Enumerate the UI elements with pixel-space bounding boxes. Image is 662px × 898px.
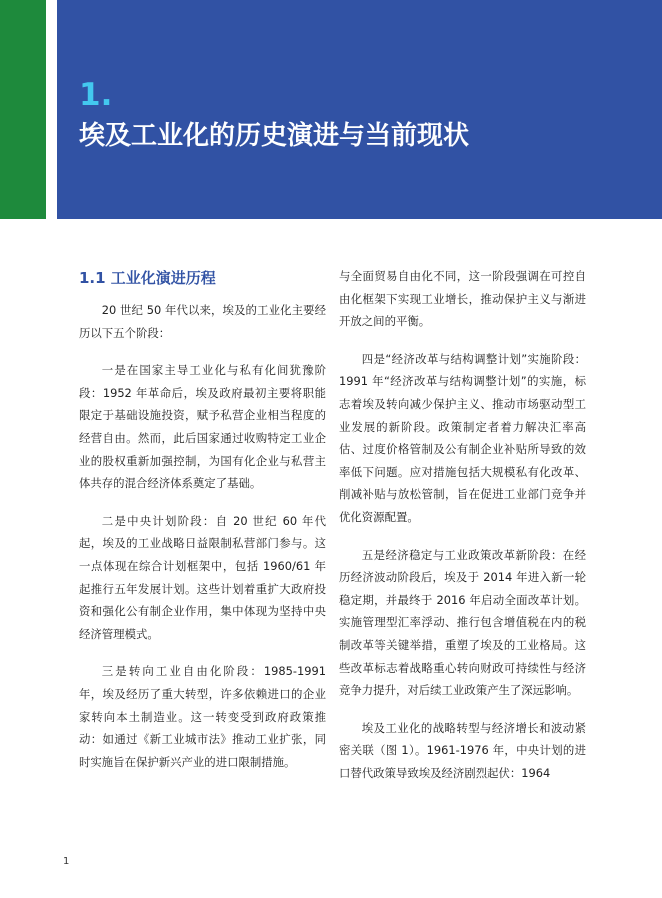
banner-gap (46, 0, 57, 219)
section-heading: 1.1 工业化演进历程 (79, 269, 216, 287)
paragraph-stage-two: 二是中央计划阶段：自 20 世纪 60 年代起，埃及的工业战略日益限制私营部门参与。这一点体现在综合计划框架中，包括 1960/61 年起推行五年发展计划。这些计划着重扩大政府投资和强化公有制企业作用，集中体现为坚持中央经济管理模式。 (79, 513, 326, 641)
chapter-banner (57, 0, 662, 219)
paragraph-stage-one: 一是在国家主导工业化与私有化间犹豫阶段：1952 年革命后，埃及政府最初主要将职能限定于基础设施投资，赋予私营企业相当程度的经营自由。然而，此后国家通过收购特定工业企业的股权重新加强控制，为国有化企业与私营主体共存的混合经济体系奠定了基础。 (79, 363, 326, 491)
paragraph-intro: 20 世纪 50 年代以来，埃及的工业化主要经历以下五个阶段： (79, 303, 326, 340)
paragraph-growth-link: 埃及工业化的战略转型与经济增长和波动紧密关联（图 1）。1961-1976 年，中央计划的进口替代政策导致埃及经济剧烈起伏：1964 (339, 720, 586, 780)
paragraph-stage-three: 三是转向工业自由化阶段：1985-1991 年，埃及经历了重大转型，许多依赖进口的企业家转向本土制造业。这一转变受到政府政策推动：如通过《新工业城市法》推动工业扩张，同时实施旨在保护新兴产业的进口限制措施。 (79, 664, 326, 769)
left-column (79, 266, 326, 788)
page-number: 1 (63, 856, 70, 867)
chapter-number: 1. (79, 77, 113, 113)
side-accent-strip (0, 0, 46, 219)
paragraph-stage-three-continued: 与全面贸易自由化不同，这一阶段强调在可控自由化框架下实现工业增长，推动保护主义与渐进开放之间的平衡。 (339, 269, 586, 329)
chapter-title: 埃及工业化的历史演进与当前现状 (79, 121, 470, 151)
paragraph-stage-four: 四是“经济改革与结构调整计划”实施阶段：1991 年“经济改革与结构调整计划”的实施，标志着埃及转向减少保护主义、推动市场驱动型工业发展的新阶段。政策制定者着力解决汇率高估、过度价格管制及公有制企业补贴所导致的效率低下问题。应对措施包括大规模私有化改革、削减补贴与放松管制，旨在促进工业部门竞争并优化资源配置。 (339, 351, 586, 524)
paragraph-stage-five: 五是经济稳定与工业政策改革新阶段：在经历经济波动阶段后，埃及于 2014 年进入新一轮稳定期，并最终于 2016 年启动全面改革计划。实施管理型汇率浮动、推行包含增值税在内的税制改革等关键举措，重塑了埃及的工业格局。这些改革标志着战略重心转向财政可持续性与经济竞争力提升，对后续工业政策产生了深远影响。 (339, 547, 586, 698)
right-column (339, 265, 586, 799)
